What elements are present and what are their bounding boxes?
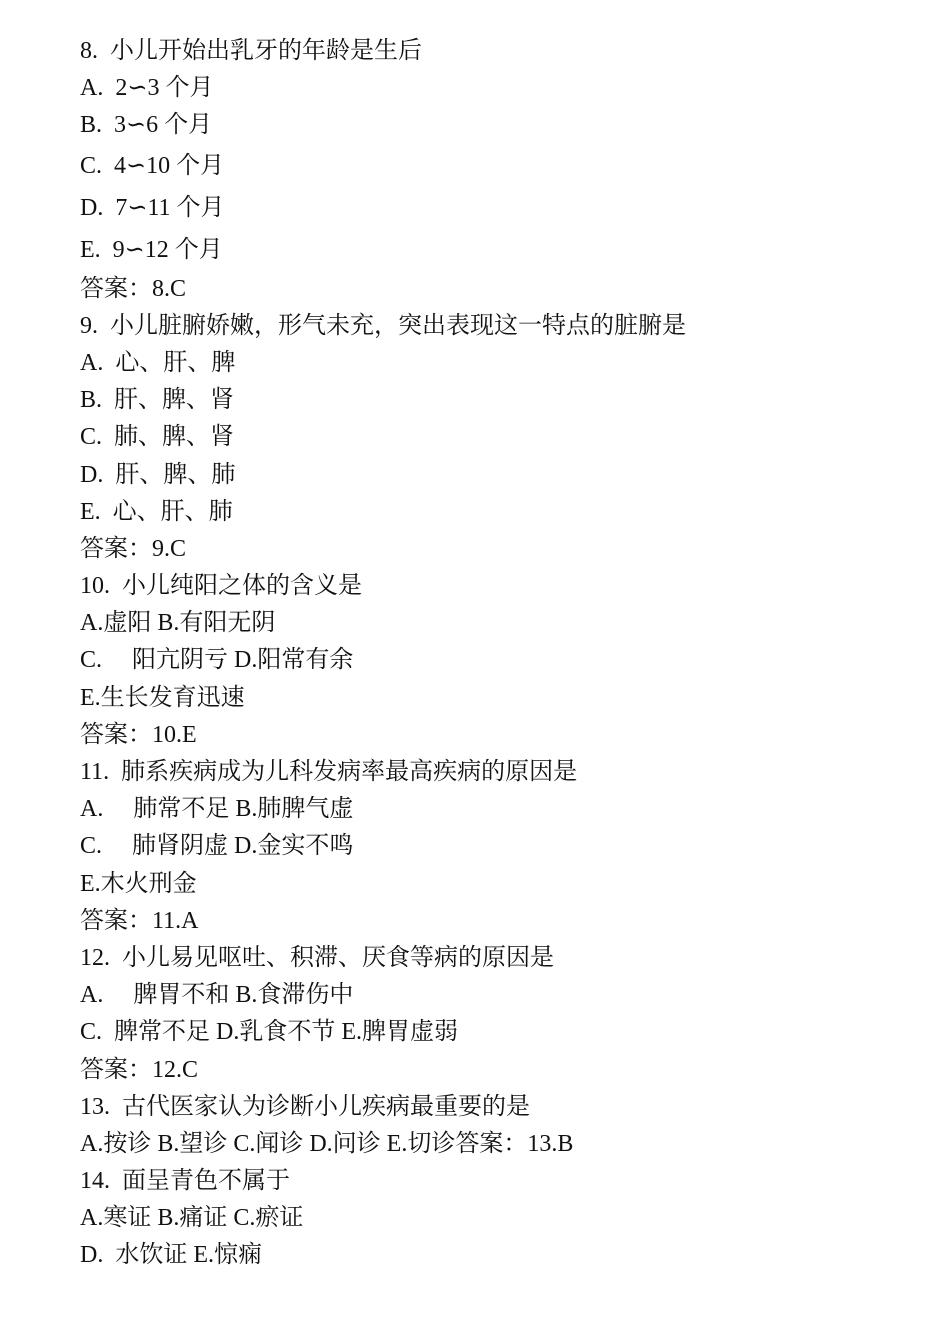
question-11-option-e: E.木火刑金 bbox=[80, 870, 197, 897]
question-14-options-abc: A.寒证 B.痛证 C.瘀证 bbox=[80, 1205, 304, 1232]
question-9-option-d: D. 肝、脾、肺 bbox=[80, 461, 236, 488]
question-9-option-e: E. 心、肝、肺 bbox=[80, 498, 233, 525]
question-10-options-cd: C. 阳亢阴亏 D.阳常有余 bbox=[80, 647, 354, 674]
question-10-options-ab: A.虚阳 B.有阳无阴 bbox=[80, 610, 276, 637]
question-9-option-a: A. 心、肝、脾 bbox=[80, 349, 236, 376]
question-12-options-cde: C. 脾常不足 D.乳食不节 E.脾胃虚弱 bbox=[80, 1019, 458, 1046]
question-10-answer: 答案：10.E bbox=[80, 721, 197, 748]
question-10-option-e: E.生长发育迅速 bbox=[80, 684, 245, 711]
question-8-option-c: C. 4∽10 个月 bbox=[80, 152, 225, 179]
question-11-stem: 11. 肺系疾病成为儿科发病率最高疾病的原因是 bbox=[80, 759, 578, 785]
question-8-option-d: D. 7∽11 个月 bbox=[80, 194, 225, 221]
question-9-stem: 9. 小儿脏腑娇嫩，形气未充，突出表现这一特点的脏腑是 bbox=[80, 312, 686, 339]
question-8-option-a: A. 2∽3 个月 bbox=[80, 75, 214, 102]
question-11-options-ab: A. 肺常不足 B.肺脾气虚 bbox=[80, 796, 354, 823]
question-14-stem: 14. 面呈青色不属于 bbox=[80, 1168, 290, 1195]
question-12-stem: 12. 小儿易见呕吐、积滞、厌食等病的原因是 bbox=[80, 944, 554, 971]
question-9-answer: 答案：9.C bbox=[80, 535, 187, 562]
question-12-options-ab: A. 脾胃不和 B.食滞伤中 bbox=[80, 982, 354, 1009]
question-9-option-b: B. 肝、脾、肾 bbox=[80, 387, 235, 414]
question-8-stem: 8. 小儿开始出乳牙的年龄是生后 bbox=[80, 38, 422, 64]
question-12-answer: 答案：12.C bbox=[80, 1056, 199, 1083]
question-11-options-cd: C. 肺肾阴虚 D.金实不鸣 bbox=[80, 833, 354, 860]
question-8-option-e: E. 9∽12 个月 bbox=[80, 236, 223, 263]
question-10-stem: 10. 小儿纯阳之体的含义是 bbox=[80, 573, 362, 600]
question-9-option-c: C. 肺、脾、肾 bbox=[80, 424, 235, 451]
document-page bbox=[80, 33, 900, 1275]
question-14-options-de: D. 水饮证 E.惊痫 bbox=[80, 1242, 262, 1269]
question-11-answer: 答案：11.A bbox=[80, 907, 199, 934]
question-8-answer: 答案：8.C bbox=[80, 275, 187, 302]
question-13-options-and-answer: A.按诊 B.望诊 C.闻诊 D.问诊 E.切诊答案：13.B bbox=[80, 1130, 574, 1157]
question-13-stem: 13. 古代医家认为诊断小儿疾病最重要的是 bbox=[80, 1093, 530, 1120]
question-8-option-b: B. 3∽6 个月 bbox=[80, 112, 213, 139]
